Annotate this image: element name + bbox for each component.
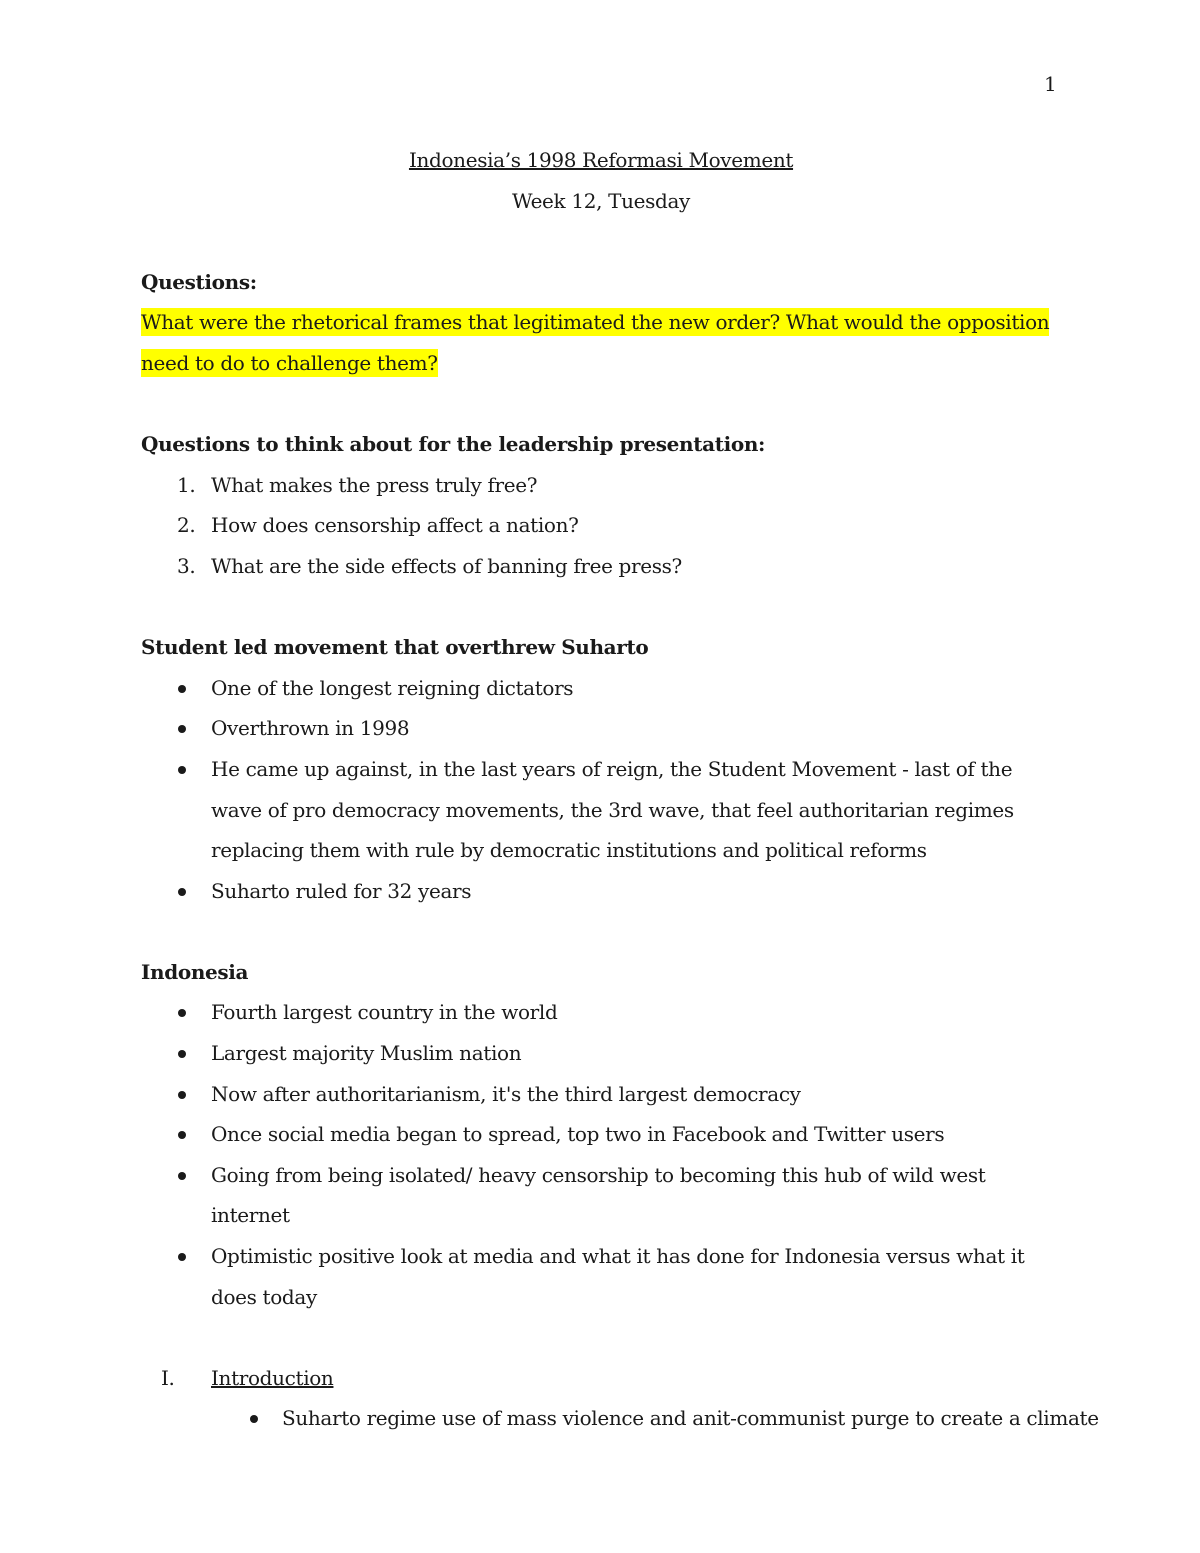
list-item-text: He came up against, in the last years of reign, the Student Movement - last of the wave of pro democracy movements, the 3rd wave, that feel authoritarian regimes replacing them with rule by democratic institutions and political reforms [211, 756, 1014, 863]
list-item-text: Largest majority Muslim nation [211, 1041, 522, 1066]
bullet-icon [178, 1131, 186, 1139]
list-item [141, 1114, 1061, 1155]
spacer [141, 1317, 1061, 1358]
highlighted-question: What were the rhetorical frames that legitimated the new order? What would the opposition need to do to challenge them? [141, 310, 1050, 375]
list-item [141, 465, 1061, 506]
leadership-question-list [141, 465, 1061, 587]
list-item [141, 1155, 1061, 1236]
list-item [141, 1074, 1061, 1115]
student-movement-list [141, 668, 1061, 912]
indonesia-list [141, 992, 1061, 1317]
list-item-text: Optimistic positive look at media and what it has done for Indonesia versus what it does today [211, 1244, 1025, 1309]
spacer [141, 587, 1061, 628]
bullet-icon [178, 766, 186, 774]
list-item-text: Now after authoritarianism, it's the third largest democracy [211, 1081, 801, 1106]
list-item [141, 708, 1061, 749]
bullet-icon [178, 1050, 186, 1058]
list-number: 1. [177, 472, 196, 497]
list-item-text: What are the side effects of banning free press? [211, 553, 682, 578]
list-item [141, 546, 1061, 587]
bullet-icon [178, 1172, 186, 1180]
list-item [141, 668, 1061, 709]
bullet-icon [250, 1415, 258, 1423]
leadership-heading: Questions to think about for the leadership presentation: [141, 432, 766, 457]
outline-numeral: I. [161, 1365, 175, 1390]
spacer [141, 384, 1061, 425]
introduction-list [141, 1398, 1099, 1439]
questions-paragraph [141, 302, 1061, 383]
list-item [141, 992, 1061, 1033]
list-number: 2. [177, 513, 196, 538]
indonesia-heading: Indonesia [141, 959, 249, 984]
list-item [141, 871, 1061, 912]
list-item-text: One of the longest reigning dictators [211, 675, 574, 700]
page-number: 1 [1044, 72, 1057, 96]
outline-section-introduction [141, 1358, 1061, 1399]
list-item-text: Overthrown in 1998 [211, 716, 410, 741]
bullet-icon [178, 1091, 186, 1099]
questions-heading: Questions: [141, 269, 257, 294]
list-item [141, 1033, 1061, 1074]
document-body [141, 140, 1099, 1439]
outline-section-label: Introduction [211, 1365, 334, 1390]
document-subtitle: Week 12, Tuesday [512, 188, 690, 213]
spacer [141, 221, 1061, 262]
bullet-icon [178, 1253, 186, 1261]
list-item [141, 1236, 1061, 1317]
list-item-text: Fourth largest country in the world [211, 1000, 558, 1025]
bullet-icon [178, 685, 186, 693]
bullet-icon [178, 725, 186, 733]
list-item-text: What makes the press truly free? [211, 472, 538, 497]
bullet-icon [178, 1009, 186, 1017]
list-item-text: Once social media began to spread, top two in Facebook and Twitter users [211, 1122, 945, 1147]
list-item-text: Going from being isolated/ heavy censorship to becoming this hub of wild west internet [211, 1162, 986, 1228]
spacer [141, 911, 1061, 952]
bullet-icon [178, 888, 186, 896]
list-item [141, 1398, 1099, 1439]
list-item [141, 505, 1061, 546]
list-number: 3. [177, 553, 196, 578]
document-title: Indonesia’s 1998 Reformasi Movement [408, 148, 794, 172]
list-item-text: Suharto ruled for 32 years [211, 878, 472, 903]
list-item [141, 749, 1061, 871]
student-movement-heading: Student led movement that overthrew Suharto [141, 635, 649, 660]
list-item-text: How does censorship affect a nation? [211, 513, 579, 538]
list-item-text: Suharto regime use of mass violence and anit-communist purge to create a climate [282, 1406, 1099, 1431]
